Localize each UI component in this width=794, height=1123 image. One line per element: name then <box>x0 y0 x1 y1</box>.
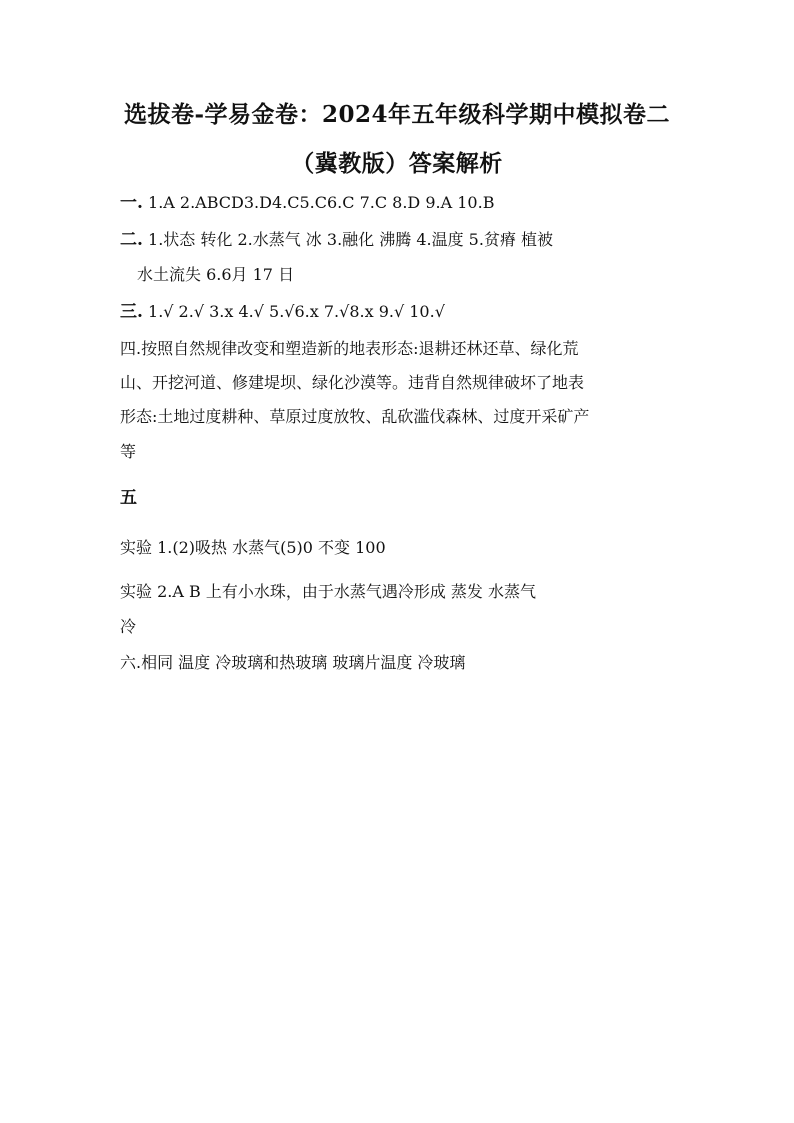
answer-section-2 <box>120 229 680 251</box>
answer-section-4-line-3 <box>120 406 680 428</box>
answer-text: 四.按照自然规律改变和塑造新的地表形态:退耕还林还草、绿化荒 <box>120 339 579 358</box>
answer-text: 1.√ 2.√ 3.x 4.√ 5.√6.x 7.√8.x 9.√ 10.√ <box>142 302 445 321</box>
answer-text: 水土流失 6.6月 17 日 <box>137 265 295 284</box>
answer-section-3 <box>120 301 680 323</box>
answer-section-4-line-4 <box>120 441 680 463</box>
section-number: 二. <box>120 230 143 250</box>
answer-section-1 <box>120 192 680 214</box>
answer-text: 形态:土地过度耕种、草原过度放牧、乱砍滥伐森林、过度开采矿产 <box>120 407 590 426</box>
answer-section-2-cont <box>137 264 697 286</box>
answer-section-4-line-1 <box>120 338 680 360</box>
answer-text: 六.相同 温度 冷玻璃和热玻璃 玻璃片温度 冷玻璃 <box>120 653 466 672</box>
answer-section-5-heading <box>120 487 680 509</box>
answer-experiment-2 <box>120 581 680 603</box>
answer-experiment-1 <box>120 537 680 559</box>
section-number: 一. <box>120 193 143 213</box>
section-number: 三. <box>120 302 143 322</box>
answer-text: 冷 <box>120 617 137 636</box>
answer-text: 实验 2.A B 上有小水珠，由于水蒸气遇冷形成 蒸发 水蒸气 <box>120 582 537 601</box>
section-number: 五 <box>120 488 137 508</box>
answer-text: 1.状态 转化 2.水蒸气 冰 3.融化 沸腾 4.温度 5.贫瘠 植被 <box>142 230 554 249</box>
answer-section-4-line-2 <box>120 372 680 394</box>
document-title-line-2: （冀教版）答案解析 <box>291 150 503 177</box>
answer-experiment-2-cont <box>120 616 680 638</box>
document-title-line-1: 选拔卷-学易金卷：2024年五年级科学期中模拟卷二 <box>123 101 671 128</box>
answer-section-6 <box>120 652 680 674</box>
answer-text: 1.A 2.ABCD3.D4.C5.C6.C 7.C 8.D 9.A 10.B <box>142 193 495 212</box>
answer-text: 山、开挖河道、修建堤坝、绿化沙漠等。违背自然规律破坏了地表 <box>120 373 585 392</box>
answer-text: 实验 1.(2)吸热 水蒸气(5)0 不变 100 <box>120 538 386 557</box>
answer-text: 等 <box>120 442 137 461</box>
